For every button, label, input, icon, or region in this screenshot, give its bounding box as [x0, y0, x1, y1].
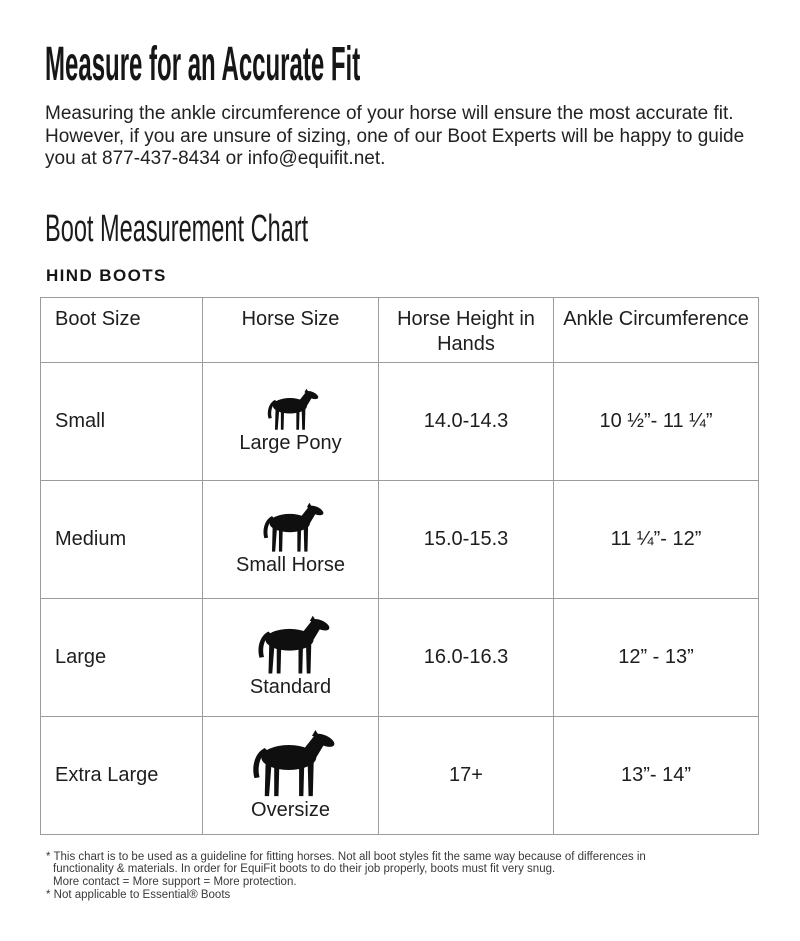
horse-size-cell	[203, 362, 379, 480]
col-header-ankle-circumference: Ankle Circumference	[554, 297, 759, 362]
horse-height-value: 14.0-14.3	[379, 362, 554, 480]
table-row-small	[41, 362, 759, 480]
table-title-hind-boots: HIND BOOTS	[46, 265, 167, 285]
horse-silhouette-icon	[259, 388, 323, 431]
horse-size-cell	[203, 716, 379, 834]
horse-silhouette-icon	[239, 729, 342, 798]
horse-size-label: Oversize	[251, 798, 330, 821]
ankle-circumference-value: 13”- 14”	[554, 716, 759, 834]
footnote-line: More contact = More support = More protection.	[53, 876, 297, 889]
horse-size-label: Large Pony	[239, 431, 342, 454]
section-title: Boot Measurement Chart	[45, 207, 309, 250]
table-header-row	[41, 297, 759, 362]
footnote-line: * This chart is to be used as a guideline for fitting horses. Not all boot styles fit the same way because of differences in	[46, 850, 646, 863]
footnote-line: functionality & materials. In order for EquiFit boots to do their job properly, boots must fit very snug.	[53, 863, 556, 876]
ankle-circumference-value: 10 ½”- 11 ¼”	[554, 362, 759, 480]
horse-size-cell	[203, 598, 379, 716]
col-header-horse-height: Horse Height in Hands	[379, 297, 554, 362]
intro-text: Measuring the ankle circumference of your horse will ensure the most accurate fit. However, if you are unsure of sizing, one of our Boot Experts will be happy to guide you at 877-437-8434 or info@equifit.net.	[45, 103, 745, 169]
footnote-line: * Not applicable to Essential® Boots	[46, 888, 231, 901]
horse-size-label: Small Horse	[236, 553, 345, 576]
horse-height-value: 17+	[379, 716, 554, 834]
boot-size-value: Small	[41, 362, 203, 480]
ankle-circumference-value: 12” - 13”	[554, 598, 759, 716]
horse-size-cell	[203, 480, 379, 598]
footnotes	[46, 851, 760, 902]
horse-silhouette-icon	[246, 615, 336, 675]
horse-height-value: 16.0-16.3	[379, 598, 554, 716]
table-row-extra-large	[41, 716, 759, 834]
ankle-circumference-value: 11 ¼”- 12”	[554, 480, 759, 598]
horse-size-label: Standard	[249, 676, 332, 698]
horse-silhouette-icon	[253, 502, 329, 553]
col-header-horse-size: Horse Size	[203, 297, 379, 362]
boot-measurement-table	[40, 297, 759, 835]
col-header-boot-size: Boot Size	[41, 297, 203, 362]
boot-size-value: Extra Large	[41, 716, 203, 834]
page-title: Measure for an Accurate Fit	[45, 38, 361, 91]
horse-height-value: 15.0-15.3	[379, 480, 554, 598]
boot-size-value: Large	[41, 598, 203, 716]
table-row-medium	[41, 480, 759, 598]
boot-size-value: Medium	[41, 480, 203, 598]
table-row-large	[41, 598, 759, 716]
